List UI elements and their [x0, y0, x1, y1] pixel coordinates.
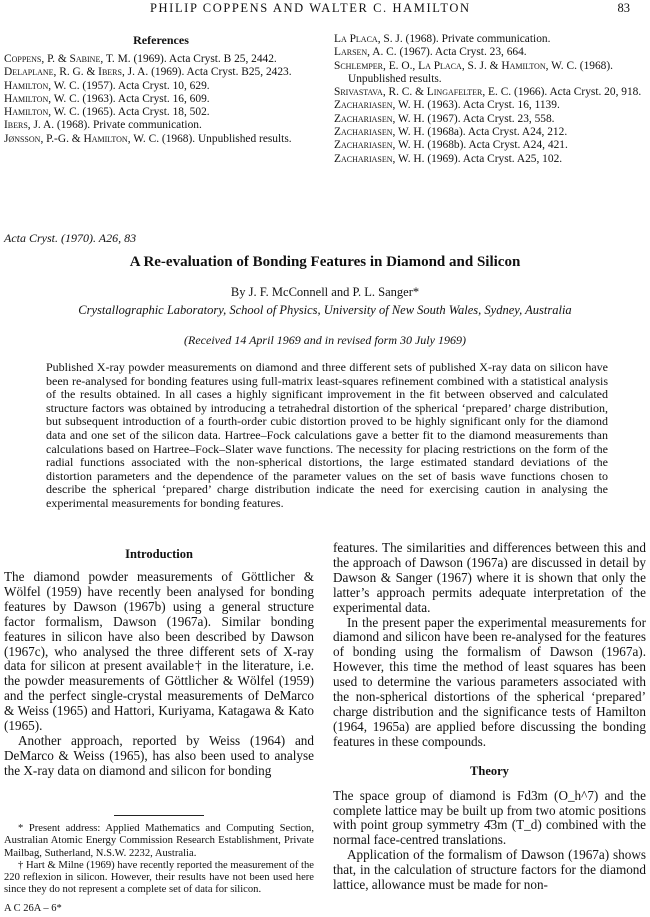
reference-item: Zachariasen, W. H. (1968b). Acta Cryst. A24, 421.	[334, 139, 568, 152]
reference-item: Schlemper, E. O., La Placa, S. J. & Hamilton, W. C. (1968). Unpublished results.	[334, 59, 614, 85]
reference-item: Jønsson, P.-G. & Hamilton, W. C. (1968). Unpublished results.	[4, 132, 292, 145]
right-paragraph-2: In the present paper the experimental measurements for diamond and silicon have been re-analysed for the features of bonding using the formalism of Dawson (1967a). However, this time the method of least squares has been used to determine the various parameters associated with the non-spherical distortions of the spherical ‘prepared’ charge distribution and the significance tests of Hamilton (1964, 1965a) are applied before discussing the bonding features in these compounds.	[333, 614, 646, 749]
theory-heading: Theory	[470, 763, 509, 778]
introduction-column	[4, 570, 314, 779]
intro-paragraph-2: Another approach, reported by Weiss (1964) and DeMarco & Weiss (1965), has also been used to analyse the X-ray data on diamond and silicon for bonding	[4, 732, 314, 778]
reference-item: Zachariasen, W. H. (1969). Acta Cryst. A25, 102.	[334, 152, 563, 165]
reference-item: Hamilton, W. C. (1965). Acta Cryst. 18, 502.	[4, 106, 210, 119]
affiliation: Crystallographic Laboratory, School of Physics, University of New South Wales, Sydney, Australia	[78, 303, 572, 317]
reference-item: Delaplane, R. G. & Ibers, J. A. (1969). Acta Cryst. B25, 2423.	[4, 66, 292, 79]
references-heading: References	[133, 33, 189, 47]
reference-item: Larsen, A. C. (1967). Acta Cryst. 23, 664.	[334, 46, 527, 59]
abstract: Published X-ray powder measurements on diamond and three different sets of published X-ray data on silicon have been re-analysed for bonding features using full-matrix least-squares refinement combined with a statistical analysis of the results obtained. In all cases a highly significant improvement in the fit between observed and calculated structure factors was obtained by introducing a tetrahedral distortion of the spherical ‘prepared’ charge distribution, but subsequent introduction of a fourth-order cubic distortion proved to be highly significant only for the diamond data and one set of the silicon data. Hartree–Fock calculations gave a better fit to the diamond measurements than calculations based on Hartree–Fock–Slater wave functions. The necessity for placing restrictions on the form of the radial functions associated with the non-spherical distortions, the large estimated standard deviations of the distortion parameters and the dependence of the parameter values on the set of basis wave functions chosen to describe the spherical ‘prepared’ charge distribution indicate the need for exercising caution in analysing the experimental measurements for bonding features.	[46, 360, 608, 510]
reference-item: La Placa, S. J. (1968). Private communication.	[334, 33, 551, 45]
journal-citation: Acta Cryst. (1970). A26, 83	[4, 231, 137, 245]
reference-item: Hamilton, W. C. (1957). Acta Cryst. 10, 629.	[4, 79, 210, 92]
footnote-divider	[114, 815, 204, 816]
theory-paragraph-2: Application of the formalism of Dawson (1967a) shows that, in the calculation of structure factors for the diamond lattice, allowance must be made for non-	[333, 847, 646, 893]
footnote-present-address: * Present address: Applied Mathematics and Computing Section, Australian Atomic Energy Commission Research Establishment, Private Mailbag, Sutherland, N.S.W. 2232, Australia.	[4, 823, 314, 859]
running-header	[0, 0, 650, 20]
article-title: A Re-evaluation of Bonding Features in Diamond and Silicon	[129, 254, 521, 270]
references-left-column	[4, 53, 318, 146]
reference-item: Ibers, J. A. (1968). Private communication.	[4, 119, 202, 132]
right-column	[333, 541, 646, 893]
footnotes	[4, 823, 314, 897]
printer-signature: A C 26A – 6*	[4, 903, 62, 914]
running-title: PHILIP COPPENS AND WALTER C. HAMILTON	[150, 1, 471, 15]
article-authors: By J. F. McConnell and P. L. Sanger*	[230, 285, 420, 299]
reference-item: Hamilton, W. C. (1963). Acta Cryst. 16, 609.	[4, 92, 210, 105]
reference-item: Coppens, P. & Sabine, T. M. (1969). Acta Cryst. B 25, 2442.	[4, 53, 277, 65]
page-number: 83	[617, 1, 630, 15]
introduction-heading: Introduction	[125, 547, 193, 561]
theory-paragraph-1: The space group of diamond is Fd3m (O_h^7) and the complete lattice may be built up from two atomic positions with point group symmetry 4̄3m (T_d) combined with the normal face-centred translations.	[333, 787, 646, 848]
reference-item: Zachariasen, W. H. (1968a). Acta Cryst. A24, 212.	[334, 126, 568, 139]
reference-item: Zachariasen, W. H. (1963). Acta Cryst. 16, 1139.	[334, 99, 560, 112]
received-dates: (Received 14 April 1969 and in revised form 30 July 1969)	[184, 333, 466, 347]
reference-item: Srivastava, R. C. & Lingafelter, E. C. (1966). Acta Cryst. 20, 918.	[334, 86, 642, 99]
references-right-column	[334, 33, 646, 166]
intro-paragraph-1: The diamond powder measurements of Göttlicher & Wölfel (1959) have recently been analysed for bonding features by Dawson (1967b) using a general structure factor formalism, Dawson (1967a). Similar bonding features in silicon have also been described by Dawson (1967c), who analysed the three different sets of X-ray data for silicon at present available† in the literature, i.e. the powder measurements of Göttlicher & Wölfel (1959) and the perfect single-crystal measurements of DeMarco & Weiss (1965) and Hattori, Kuriyama, Katagawa & Kato (1965).	[4, 569, 314, 734]
right-paragraph-1: features. The similarities and differences between this and the approach of Dawson (1967a) are discussed in detail by Dawson & Sanger (1967) where it is shown that only the latter’s approach permits adequate interpretation of the experimental data.	[333, 540, 646, 615]
footnote-hart-milne: † Hart & Milne (1969) have recently reported the measurement of the 220 reflexion in silicon. However, their results have not been used here since they do not represent a complete set of data for silicon.	[4, 859, 314, 896]
reference-item: Zachariasen, W. H. (1967). Acta Cryst. 23, 558.	[334, 112, 555, 125]
